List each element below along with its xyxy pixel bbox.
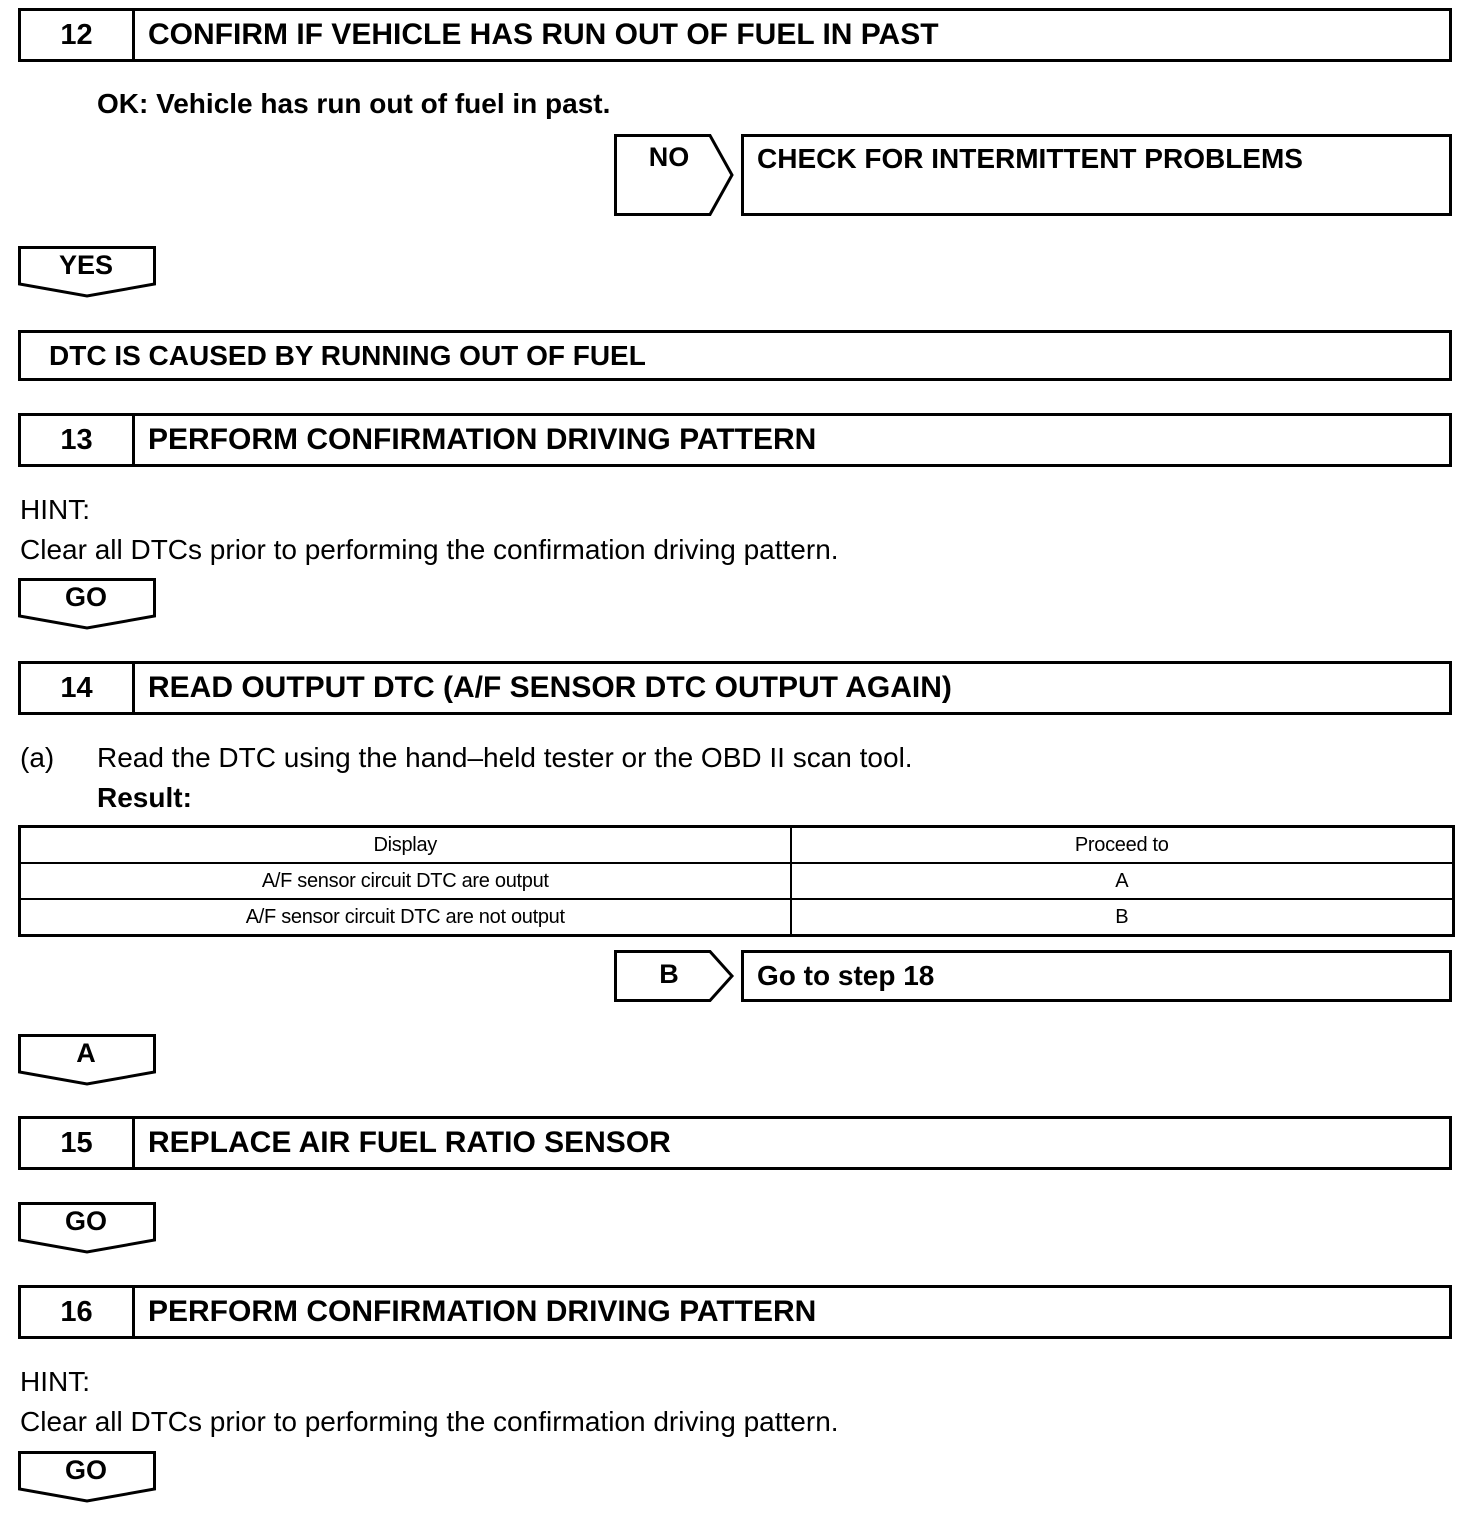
- step-13-title: PERFORM CONFIRMATION DRIVING PATTERN: [148, 423, 817, 456]
- step-15-title: REPLACE AIR FUEL RATIO SENSOR: [148, 1126, 671, 1159]
- step-12-yes-tag: [18, 246, 156, 298]
- step-14-result-label: Result:: [97, 782, 192, 813]
- step-16-title: PERFORM CONFIRMATION DRIVING PATTERN: [148, 1295, 817, 1328]
- result-table: [18, 825, 1455, 937]
- step-16-header: [18, 1285, 1452, 1339]
- step-15-number: 15: [21, 1119, 135, 1167]
- table-cell-proceed: A: [791, 863, 1454, 899]
- step-12-number: 12: [21, 11, 135, 59]
- step-12-conclusion-box: [18, 330, 1452, 381]
- table-row: [20, 863, 1454, 899]
- table-cell-proceed: B: [791, 899, 1454, 936]
- step-14-b-tag: [614, 950, 736, 1002]
- step-16-hint-label: HINT:: [20, 1366, 90, 1397]
- step-12-no-action: CHECK FOR INTERMITTENT PROBLEMS: [757, 143, 1303, 174]
- step-14-b-action-box: [741, 950, 1452, 1002]
- step-14-number: 14: [21, 664, 135, 712]
- step-16-go-label: GO: [64, 1455, 107, 1485]
- step-14-item-marker: (a): [20, 742, 55, 773]
- table-row: [20, 899, 1454, 936]
- step-12-conclusion: DTC IS CAUSED BY RUNNING OUT OF FUEL: [49, 340, 646, 371]
- step-15-header: [18, 1116, 1452, 1170]
- table-header-display: Display: [20, 827, 791, 864]
- step-14-title: READ OUTPUT DTC (A/F SENSOR DTC OUTPUT AGAIN): [148, 671, 952, 704]
- table-cell-display: A/F sensor circuit DTC are output: [20, 863, 791, 899]
- step-16-go-tag: [18, 1451, 156, 1503]
- step-13-number: 13: [21, 416, 135, 464]
- step-12-no-action-box: [741, 134, 1452, 216]
- table-cell-display: A/F sensor circuit DTC are not output: [20, 899, 791, 936]
- step-12-title: CONFIRM IF VEHICLE HAS RUN OUT OF FUEL IN PAST: [148, 18, 939, 51]
- step-13-header: [18, 413, 1452, 467]
- step-14-item-text: Read the DTC using the hand–held tester or the OBD II scan tool.: [97, 742, 913, 773]
- step-14-header: [18, 661, 1452, 715]
- step-12-no-tag: [614, 134, 736, 216]
- step-14-a-tag: [18, 1034, 156, 1086]
- step-12-ok-criteria: OK: Vehicle has run out of fuel in past.: [97, 88, 611, 119]
- step-13-hint-label: HINT:: [20, 494, 90, 525]
- step-15-go-tag: [18, 1202, 156, 1254]
- step-14-a-label: A: [76, 1038, 96, 1068]
- step-14-b-label: B: [659, 959, 679, 989]
- table-header-proceed: Proceed to: [791, 827, 1454, 864]
- table-header-row: [20, 827, 1454, 864]
- step-13-go-label: GO: [64, 582, 107, 612]
- step-15-go-label: GO: [64, 1206, 107, 1236]
- step-14-b-action: Go to step 18: [757, 960, 935, 991]
- step-13-hint-text: Clear all DTCs prior to performing the confirmation driving pattern.: [20, 534, 839, 565]
- step-16-number: 16: [21, 1288, 135, 1336]
- step-12-header: [18, 8, 1452, 62]
- step-16-hint-text: Clear all DTCs prior to performing the confirmation driving pattern.: [20, 1406, 839, 1437]
- step-13-go-tag: [18, 578, 156, 630]
- step-12-yes-label: YES: [58, 250, 114, 280]
- step-12-no-label: NO: [648, 142, 690, 172]
